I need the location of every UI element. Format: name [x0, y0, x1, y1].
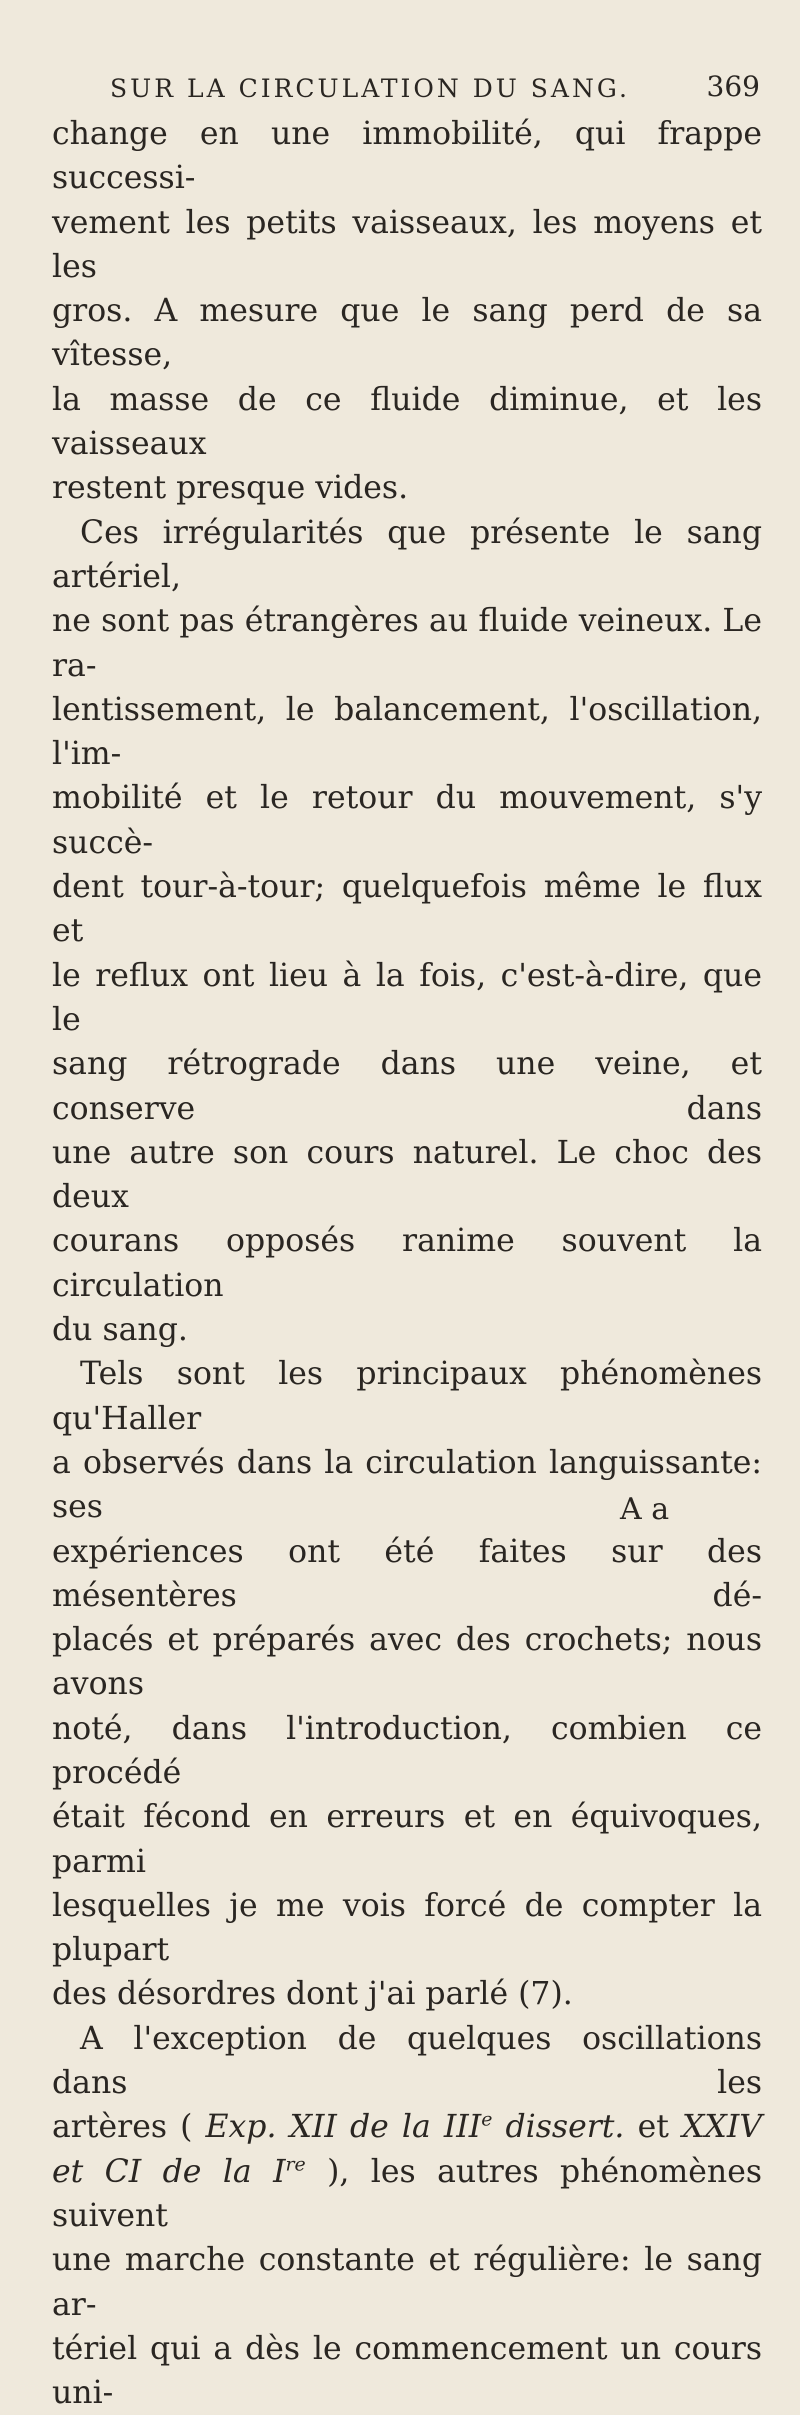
text-line: la masse de ce fluide diminue, et les vaisseaux — [52, 381, 762, 463]
text-line: change en une immobilité, qui frappe successi- — [52, 116, 762, 197]
text-line: ne sont pas étrangères au fluide veineux. Le ra- — [52, 603, 762, 684]
body-text — [52, 112, 762, 2415]
text-line: du sang. — [52, 1312, 188, 1349]
text-line: noté, dans l'introduction, combien ce procédé — [52, 1710, 762, 1791]
text-line: placés et préparés avec des crochets; nous avons — [52, 1622, 762, 1703]
text-line: restent presque vides. — [52, 470, 409, 507]
text-line: une autre son cours naturel. Le choc des deux — [52, 1134, 762, 1216]
running-head — [110, 68, 760, 108]
text-line: et CI de la Ire ), les autres phénomènes suivent — [52, 2153, 763, 2234]
text-line: lentissement, le balancement, l'oscillation, l'im- — [52, 691, 762, 773]
text-line: courans opposés ranime souvent la circulation — [52, 1223, 762, 1304]
text-line: artères ( Exp. XII de la IIIe dissert. et XXIV — [52, 2108, 763, 2146]
text-line: lesquelles je me vois forcé de compter la plupart — [52, 1887, 762, 1969]
text-line: des désordres dont j'ai parlé (7). — [52, 1976, 573, 2013]
text-line: vement les petits vaisseaux, les moyens et les — [52, 204, 762, 285]
text-line: une marche constante et régulière: le sang ar- — [52, 2242, 762, 2323]
text-line: expériences ont été faites sur des mésentères dé- — [52, 1533, 762, 1614]
text-line: le reflux ont lieu à la fois, c'est-à-dire, que le — [52, 957, 762, 1038]
signature-mark: A a — [620, 1492, 670, 1527]
running-head-title: SUR LA CIRCULATION DU SANG. — [110, 74, 630, 103]
text-line: gros. A mesure que le sang perd de sa vîtesse, — [52, 293, 762, 374]
text-line: A l'exception de quelques oscillations dans les — [52, 2020, 762, 2102]
text-line: mobilité et le retour du mouvement, s'y succè- — [52, 780, 762, 861]
text-line: Tels sont les principaux phénomènes qu'Haller — [52, 1356, 762, 1437]
text-line: dent tour-à-tour; quelquefois même le flux et — [52, 869, 762, 950]
text-line: tériel qui a dès le commencement un cours uni- — [52, 2330, 762, 2412]
text-line: sang rétrograde dans une veine, et conserve dans — [52, 1046, 762, 1127]
text-line: Ces irrégularités que présente le sang artériel, — [52, 514, 762, 595]
text-line: était fécond en erreurs et en équivoques, parmi — [52, 1799, 762, 1880]
page-number: 369 — [706, 70, 760, 103]
text-line: a observés dans la circulation languissante: ses — [52, 1444, 762, 1526]
